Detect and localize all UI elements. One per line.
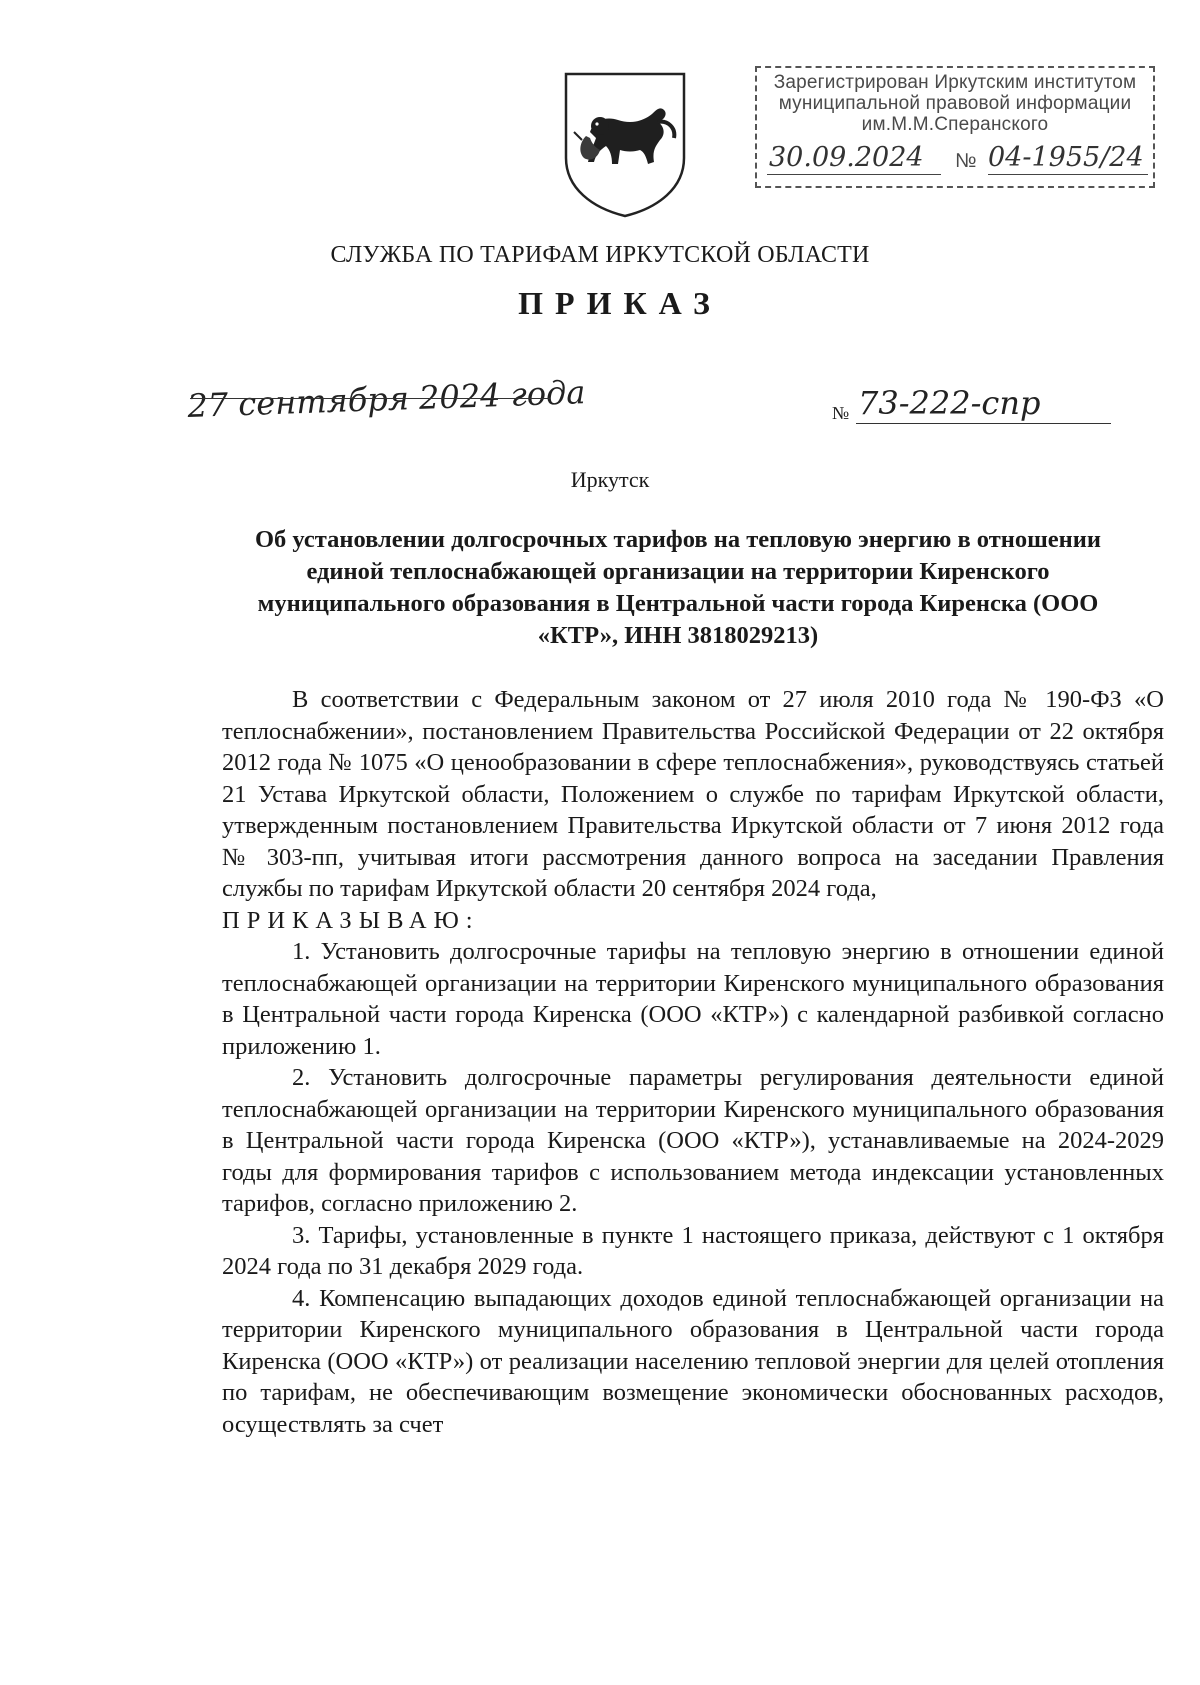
registration-stamp — [755, 66, 1155, 188]
order-word: ПРИКАЗЫВАЮ: — [222, 906, 480, 934]
city-name: Иркутск — [570, 467, 650, 492]
stamp-registration-number: 04-1955/24 — [988, 142, 1144, 173]
document-title: Об установлении долгосрочных тарифов на тепловую энергию в отношении единой теплоснабжающей организации на территории Киренского муниципального образования в Центральной части города Киренска (ООО «КТР», ИНН 3818029213) — [254, 526, 1102, 649]
stamp-line-3: им.М.М.Сперанского — [861, 114, 1049, 135]
order-item-1: 1. Установить долгосрочные тарифы на тепловую энергию в отношении единой теплоснабжающей организации на территории Киренского муниципального образования в Центральной части города Киренска (ООО «КТР») с календарной разбивкой согласно приложению 1. — [222, 938, 1164, 1060]
stamp-line-1: Зарегистрирован Иркутским институтом — [773, 72, 1137, 93]
handwritten-order-number: 73-222-спр — [858, 384, 1041, 422]
stamp-registration-row — [763, 142, 1147, 178]
stamp-number-label: № — [955, 150, 977, 172]
document-type-heading: ПРИКАЗ — [518, 285, 722, 321]
order-number-label: № — [832, 403, 850, 423]
order-number-underline — [856, 423, 1111, 424]
order-item-3: 3. Тарифы, установленные в пункте 1 настоящего приказа, действуют с 1 октября 2024 года по 31 декабря 2029 года. — [222, 1221, 1164, 1280]
document-body — [222, 684, 1164, 1440]
order-item-4: 4. Компенсацию выпадающих доходов единой теплоснабжающей организации на территории Киренского муниципального образования в Центральной части города Киренска (ООО «КТР») от реализации населению тепловой энергии для целей отопления по тарифам, не обеспечивающим возмещение экономически обоснованных расходов, осуществлять за счет — [222, 1284, 1164, 1438]
order-item-2: 2. Установить долгосрочные параметры регулирования деятельности единой теплоснабжающей организации на территории Киренского муниципального образования в Центральной части города Киренска (ООО «КТР»), устанавливаемые на 2024-2029 годы для формирования тарифов с использованием метода индексации установленных тарифов, согласно приложению 2. — [222, 1064, 1164, 1217]
stamp-date-underline — [767, 174, 941, 175]
stamp-number-underline — [988, 174, 1148, 175]
stamp-registration-date: 30.09.2024 — [769, 142, 924, 173]
coat-of-arms-emblem — [560, 70, 690, 220]
preamble-paragraph: В соответствии с Федеральным законом от 27 июля 2010 года № 190-ФЗ «О теплоснабжении», постановлением Правительства Российской Федерации от 22 октября 2012 года № 1075 «О ценообразовании в сфере теплоснабжения», руководствуясь статьей 21 Устава Иркутской области, Положением о службе по тарифам Иркутской области, утвержденным постановлением Правительства Иркутской области от 7 июня 2012 года № 303-пп, учитывая итоги рассмотрения данного вопроса на заседании Правления службы по тарифам Иркутской области 20 сентября 2024 года, — [222, 686, 1164, 902]
stamp-line-2: муниципальной правовой информации — [778, 93, 1132, 114]
agency-name: СЛУЖБА ПО ТАРИФАМ ИРКУТСКОЙ ОБЛАСТИ — [330, 242, 870, 268]
date-underline — [190, 398, 550, 399]
handwritten-date: 27 сентября 2024 года — [186, 373, 587, 425]
